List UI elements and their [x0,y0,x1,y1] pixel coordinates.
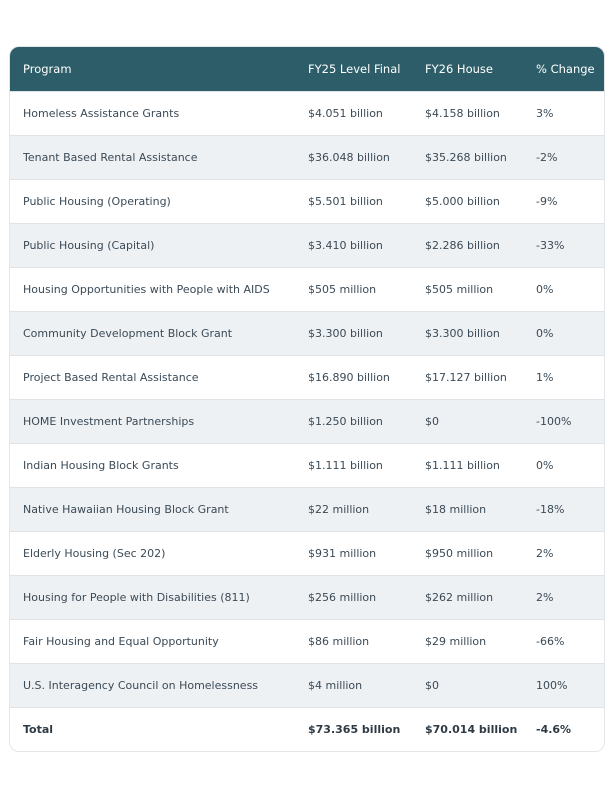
change-cell: 0% [523,267,604,311]
fy25-cell: $3.300 billion [295,311,412,355]
change-cell: 3% [523,91,604,135]
table-row [10,575,604,619]
program-cell: HOME Investment Partnerships [10,399,295,443]
fy26-cell: $0 [412,399,523,443]
fy25-cell: $505 million [295,267,412,311]
program-cell: U.S. Interagency Council on Homelessness [10,663,295,707]
header-change: % Change [536,61,595,76]
fy26-cell: $1.111 billion [412,443,523,487]
change-cell: 2% [523,575,604,619]
change-cell: -18% [523,487,604,531]
table-body [10,91,604,751]
fy26-cell: $4.158 billion [412,91,523,135]
fy25-cell: $4.051 billion [295,91,412,135]
fy26-cell: $35.268 billion [412,135,523,179]
total-row [10,707,604,751]
fy26-cell: $262 million [412,575,523,619]
fy25-cell: $16.890 billion [295,355,412,399]
program-cell: Elderly Housing (Sec 202) [10,531,295,575]
header-program: Program [23,61,72,76]
fy26-cell: $0 [412,663,523,707]
total-program-cell: Total [10,707,295,751]
table-row [10,179,604,223]
total-fy25-cell: $73.365 billion [295,707,412,751]
program-cell: Housing Opportunities with People with AIDS [10,267,295,311]
fy26-cell: $18 million [412,487,523,531]
table-row [10,663,604,707]
fy25-cell: $1.250 billion [295,399,412,443]
total-fy26-cell: $70.014 billion [412,707,523,751]
table-row [10,443,604,487]
table-row [10,531,604,575]
program-cell: Public Housing (Operating) [10,179,295,223]
header-row [10,47,604,91]
header-fy26: FY26 House [425,61,493,76]
program-cell: Housing for People with Disabilities (811) [10,575,295,619]
program-cell: Homeless Assistance Grants [10,91,295,135]
budget-table [10,47,604,751]
fy26-cell: $3.300 billion [412,311,523,355]
program-cell: Indian Housing Block Grants [10,443,295,487]
program-cell: Community Development Block Grant [10,311,295,355]
table-header [10,47,604,91]
fy25-cell: $3.410 billion [295,223,412,267]
table-row [10,355,604,399]
fy26-cell: $2.286 billion [412,223,523,267]
table-row [10,223,604,267]
table-row [10,487,604,531]
program-cell: Tenant Based Rental Assistance [10,135,295,179]
change-cell: -2% [523,135,604,179]
table-row [10,311,604,355]
fy26-cell: $29 million [412,619,523,663]
fy25-cell: $256 million [295,575,412,619]
program-cell: Project Based Rental Assistance [10,355,295,399]
change-cell: 2% [523,531,604,575]
fy25-cell: $86 million [295,619,412,663]
table-row [10,267,604,311]
fy25-cell: $22 million [295,487,412,531]
program-cell: Fair Housing and Equal Opportunity [10,619,295,663]
table-row [10,399,604,443]
table-row [10,619,604,663]
table-row [10,135,604,179]
change-cell: -9% [523,179,604,223]
header-fy25: FY25 Level Final [308,61,401,76]
change-cell: 100% [523,663,604,707]
budget-table-card [9,46,605,752]
program-cell: Native Hawaiian Housing Block Grant [10,487,295,531]
change-cell: 0% [523,311,604,355]
change-cell: -100% [523,399,604,443]
change-cell: 0% [523,443,604,487]
fy26-cell: $505 million [412,267,523,311]
change-cell: 1% [523,355,604,399]
fy25-cell: $4 million [295,663,412,707]
fy25-cell: $5.501 billion [295,179,412,223]
change-cell: -33% [523,223,604,267]
total-change-cell: -4.6% [523,707,604,751]
fy25-cell: $36.048 billion [295,135,412,179]
fy25-cell: $1.111 billion [295,443,412,487]
fy26-cell: $17.127 billion [412,355,523,399]
fy25-cell: $931 million [295,531,412,575]
fy26-cell: $5.000 billion [412,179,523,223]
change-cell: -66% [523,619,604,663]
fy26-cell: $950 million [412,531,523,575]
program-cell: Public Housing (Capital) [10,223,295,267]
table-row [10,91,604,135]
